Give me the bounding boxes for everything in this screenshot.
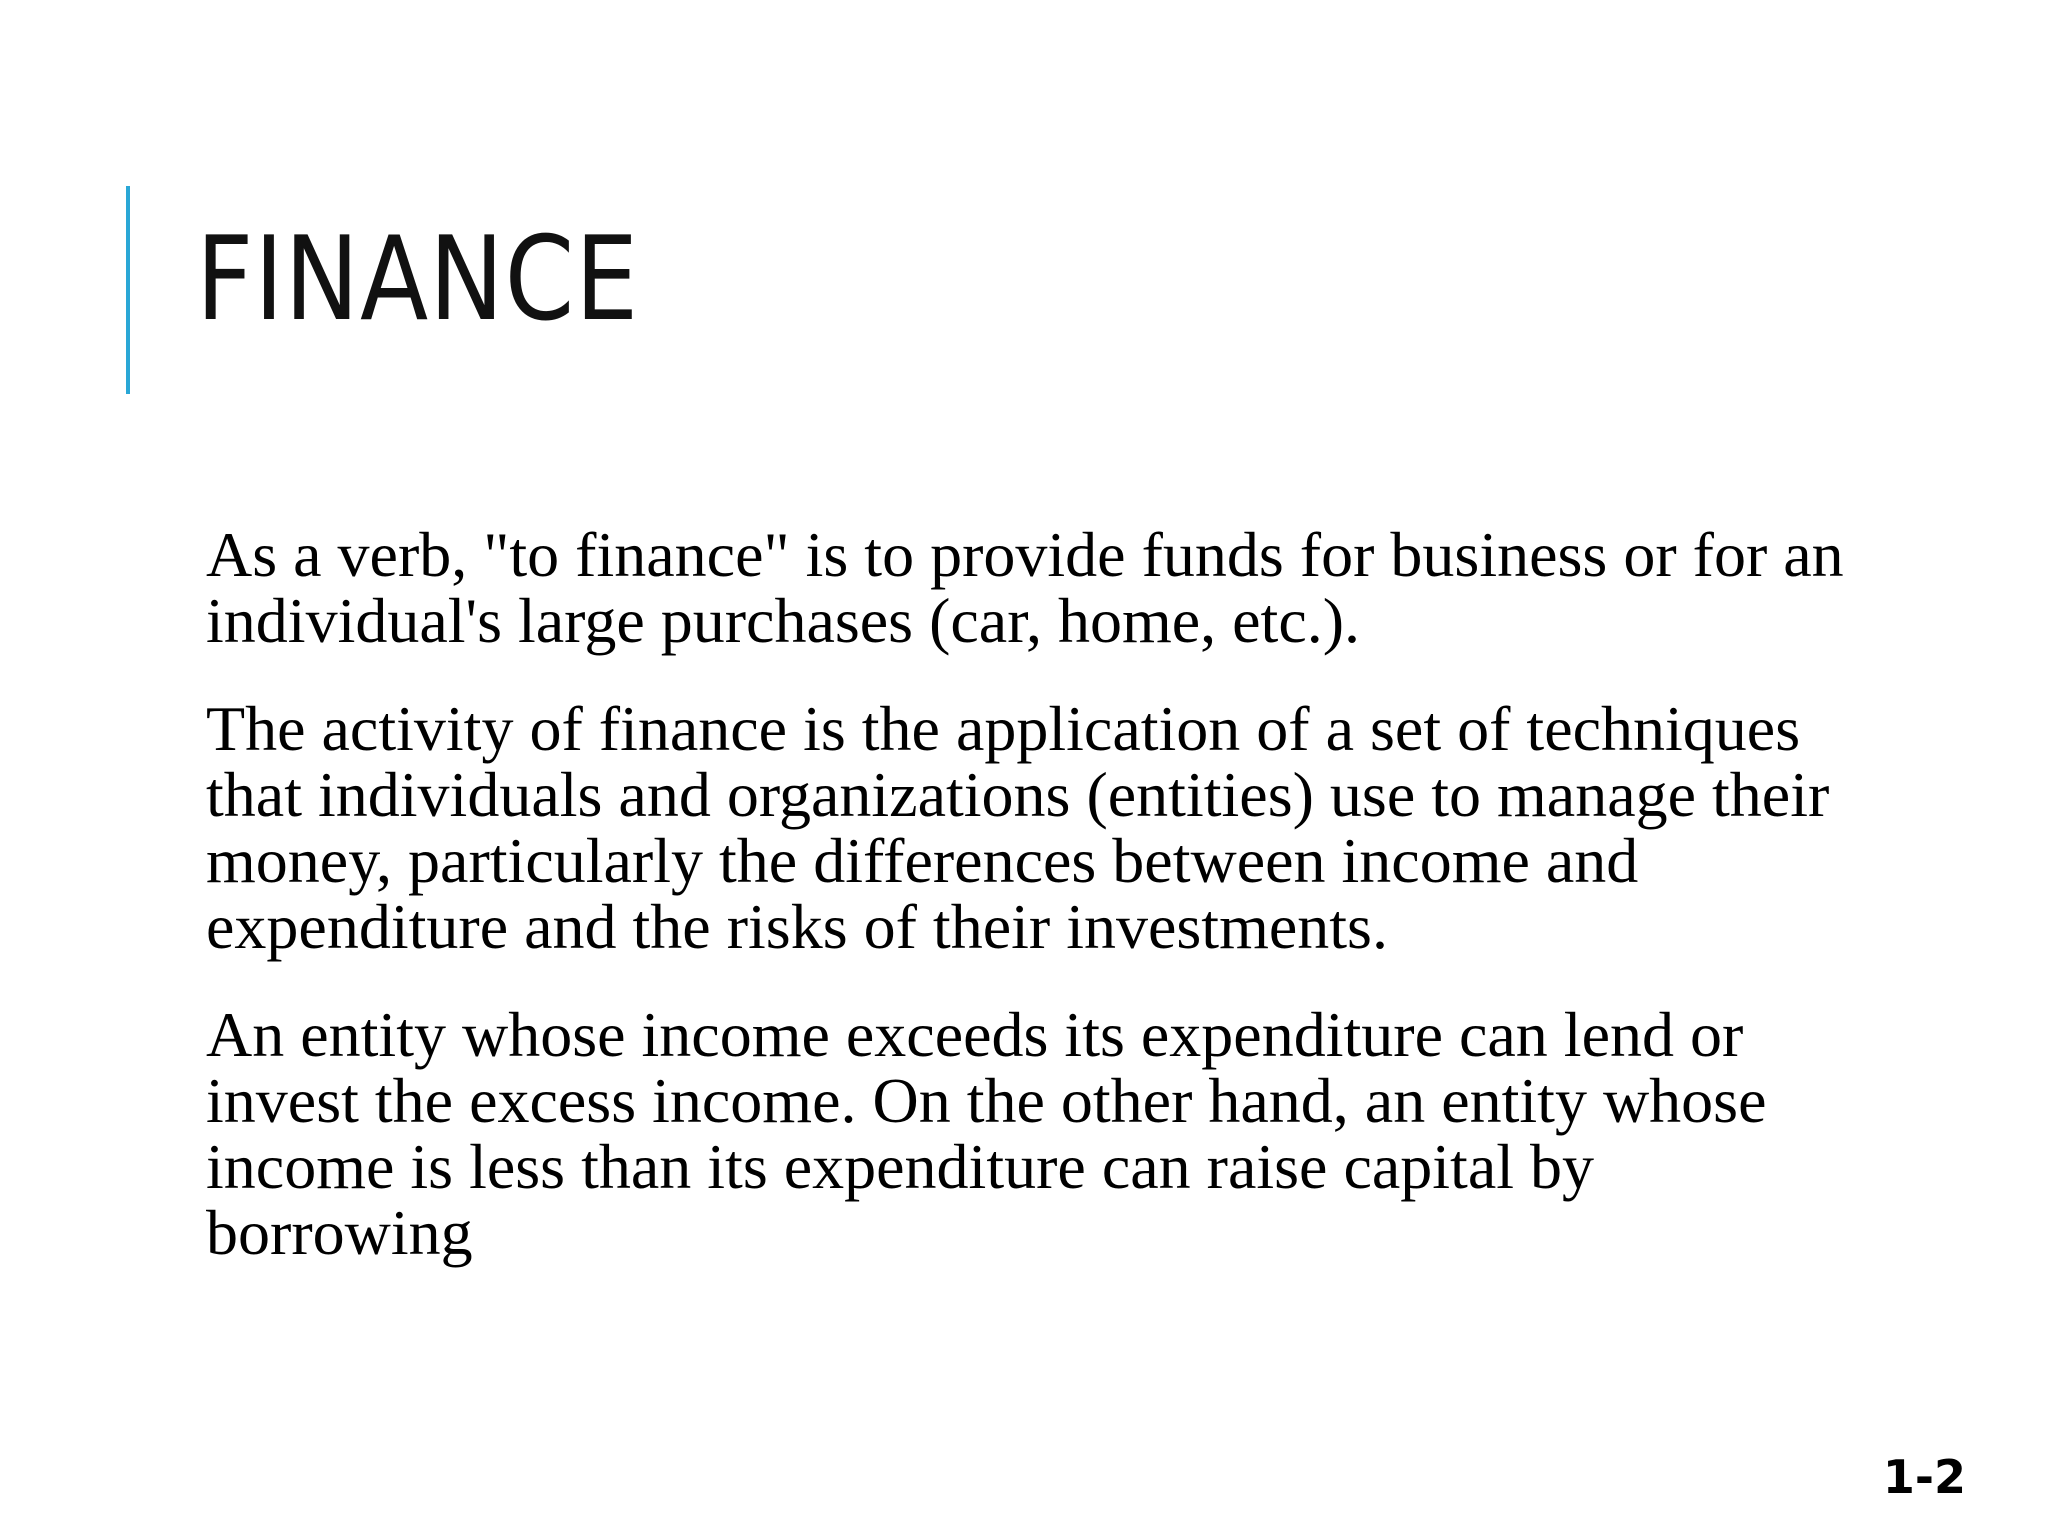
- title-accent-bar: [126, 186, 130, 394]
- paragraph-verb-definition: As a verb, "to finance" is to provide funds for business or for an individual's large purchases (car, home, etc.).: [206, 519, 1844, 656]
- slide-title: FINANCE: [196, 212, 640, 347]
- paragraph-lend-borrow: An entity whose income exceeds its expenditure can lend or invest the excess income. On the other hand, an entity whose income is less than its expenditure can raise capital by borrowing: [206, 999, 1767, 1268]
- slide-body: [206, 519, 1866, 1308]
- slide-number: 1-2: [1882, 1450, 1966, 1504]
- paragraph-activity-definition: The activity of finance is the application of a set of techniques that individuals and organizations (entities) use to manage their money, particularly the differences between income and expenditure and the risks of their investments.: [206, 693, 1830, 962]
